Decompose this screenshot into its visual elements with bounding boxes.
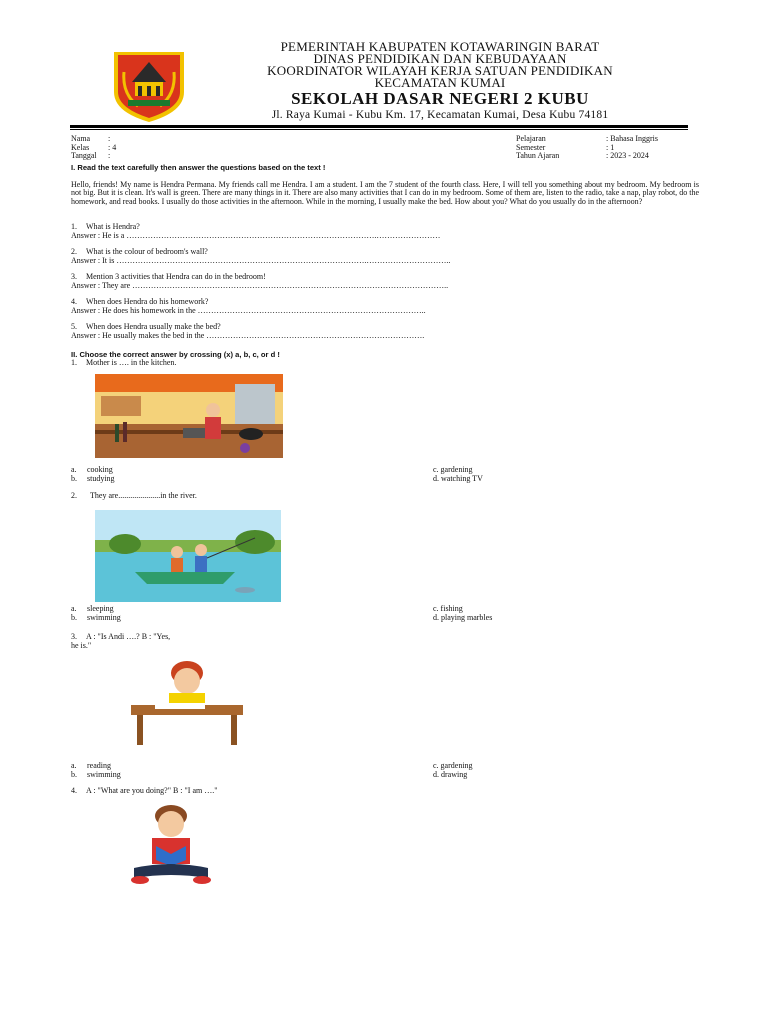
question-text: A : "What are you doing?" B : "I am …."	[86, 786, 218, 795]
question-text: What is Hendra?	[86, 222, 140, 231]
option-c[interactable]: c. gardening	[433, 465, 473, 474]
info-label: Kelas	[71, 142, 90, 152]
info-row-name	[71, 134, 116, 143]
boat-fishing-image	[95, 510, 281, 602]
option-b[interactable]: b. studying	[71, 473, 115, 483]
essay-question-3	[71, 273, 448, 290]
info-value: :	[108, 151, 111, 161]
option-text: cooking	[87, 465, 113, 474]
mc-2-options-left	[71, 605, 121, 623]
option-a[interactable]: a. sleeping	[71, 604, 114, 613]
info-row-subject	[516, 134, 658, 143]
kitchen-cooking-image	[95, 374, 283, 458]
question-text-continued: he is."	[71, 640, 92, 650]
header-line-2: DINAS PENDIDIKAN DAN KEBUDAYAAN	[313, 51, 567, 66]
question-number: 3.	[71, 272, 77, 281]
option-text: swimming	[87, 612, 121, 622]
question-number: 1.	[71, 358, 77, 367]
answer-line[interactable]: Answer : It is ………………………………………………………………………………….…………………………..	[71, 255, 451, 265]
mc-1-options-left	[71, 466, 115, 484]
question-text: What is the colour of bedroom's wall?	[86, 247, 208, 256]
option-text: sleeping	[87, 604, 114, 613]
question-text: A : "Is Andi ….? B : "Yes,	[86, 632, 171, 641]
mc-question-2	[71, 492, 197, 501]
option-a[interactable]: a. cooking	[71, 465, 113, 474]
header-line-3: KOORDINATOR WILAYAH KERJA SATUAN PENDIDIKAN	[267, 63, 613, 78]
option-d[interactable]: d. watching TV	[433, 473, 483, 483]
option-c[interactable]: c. gardening	[433, 761, 473, 770]
question-number: 1.	[71, 222, 77, 231]
info-value: :	[108, 134, 111, 143]
question-text: Mother is …. in the kitchen.	[86, 358, 177, 367]
option-c[interactable]: c. fishing	[433, 604, 463, 613]
answer-line[interactable]: Answer : They are ………………………………………………………………………………………………………..	[71, 280, 449, 290]
info-row-date	[71, 151, 116, 160]
boy-reading-image	[128, 802, 214, 886]
info-row-semester	[516, 143, 658, 152]
answer-line[interactable]: Answer : He does his homework in the …………………………………………………………………………..	[71, 305, 426, 315]
school-emblem-logo	[108, 42, 190, 124]
header-line-4: KECAMATAN KUMAI	[374, 75, 506, 90]
option-d[interactable]: d. playing marbles	[433, 612, 493, 622]
option-text: swimming	[87, 769, 121, 779]
header-divider-thick	[70, 125, 688, 128]
mc-question-4	[71, 787, 217, 796]
header-line-1: PEMERINTAH KABUPATEN KOTAWARINGIN BARAT	[280, 39, 600, 54]
question-number: 3.	[71, 632, 77, 641]
mc-3-options-left	[71, 762, 121, 780]
mc-3-options-right	[433, 762, 473, 780]
info-value: : 1	[606, 142, 615, 152]
question-text: When does Hendra do his homework?	[86, 297, 209, 306]
question-number: 4.	[71, 786, 77, 795]
info-label: Nama	[71, 134, 91, 143]
info-label: Tahun Ajaran	[516, 151, 560, 161]
question-number: 5.	[71, 322, 77, 331]
essay-question-5	[71, 323, 424, 340]
section-1-title: I. Read the text carefully then answer the questions based on the text !	[71, 163, 326, 172]
mc-question-1	[71, 359, 176, 368]
question-text: Mention 3 activities that Hendra can do in the bedroom!	[86, 272, 266, 281]
question-number: 2.	[71, 491, 77, 500]
student-info-left	[71, 134, 116, 160]
option-text: studying	[87, 473, 115, 483]
student-info-right	[516, 134, 658, 160]
option-b[interactable]: b. swimming	[71, 769, 121, 779]
info-label: Pelajaran	[516, 134, 546, 143]
answer-line[interactable]: Answer : He usually makes the bed in the ……………………………………………………………………….	[71, 330, 425, 340]
school-address: Jl. Raya Kumai - Kubu Km. 17, Kecamatan Kumai, Desa Kubu 74181	[271, 109, 609, 121]
option-d[interactable]: d. drawing	[433, 769, 468, 779]
info-label: Semester	[516, 142, 546, 152]
mc-2-options-right	[433, 605, 492, 623]
question-text: They are.....................in the river.	[90, 491, 197, 500]
option-a[interactable]: a. reading	[71, 761, 111, 770]
mc-1-options-right	[433, 466, 483, 484]
option-text: reading	[87, 761, 111, 770]
info-value: : Bahasa Inggris	[606, 134, 658, 143]
option-b[interactable]: b. swimming	[71, 612, 121, 622]
question-number: 4.	[71, 297, 77, 306]
question-text: When does Hendra usually make the bed?	[86, 322, 221, 331]
essay-question-2	[71, 248, 450, 265]
boy-drawing-image	[125, 655, 249, 747]
header-divider-thin	[70, 129, 688, 130]
info-label: Tanggal	[71, 151, 97, 161]
essay-question-1	[71, 223, 440, 240]
section-2-title: II. Choose the correct answer by crossing (x) a, b, c, or d !	[71, 350, 280, 359]
question-number: 2.	[71, 247, 77, 256]
mc-question-3	[71, 633, 170, 650]
essay-question-4	[71, 298, 426, 315]
info-row-year	[516, 151, 658, 160]
school-name: SEKOLAH DASAR NEGERI 2 KUBU	[291, 89, 589, 108]
info-row-class	[71, 143, 116, 152]
reading-passage: Hello, friends! My name is Hendra Permana. My friends call me Hendra. I am a student. I am the 7 student of the fourth class. Here, I will tell you something about my bedroom. My bedroom is not big. But it is clean. It's wall is green. There are many things in it. There are also many activities that I can do in my bedroom. Some of them are, listen to the radio, take a nap, play robot, do the homework, and read books. I usually do those activities in the afternoon. While in the morning, I usually make the bed. How about you? What do you usually do in the afternoon?	[71, 180, 699, 206]
info-value: : 4	[108, 142, 117, 152]
answer-line[interactable]: Answer : He is a ………………………………………………………………………………….……………………	[71, 230, 441, 240]
info-value: : 2023 - 2024	[606, 151, 649, 161]
